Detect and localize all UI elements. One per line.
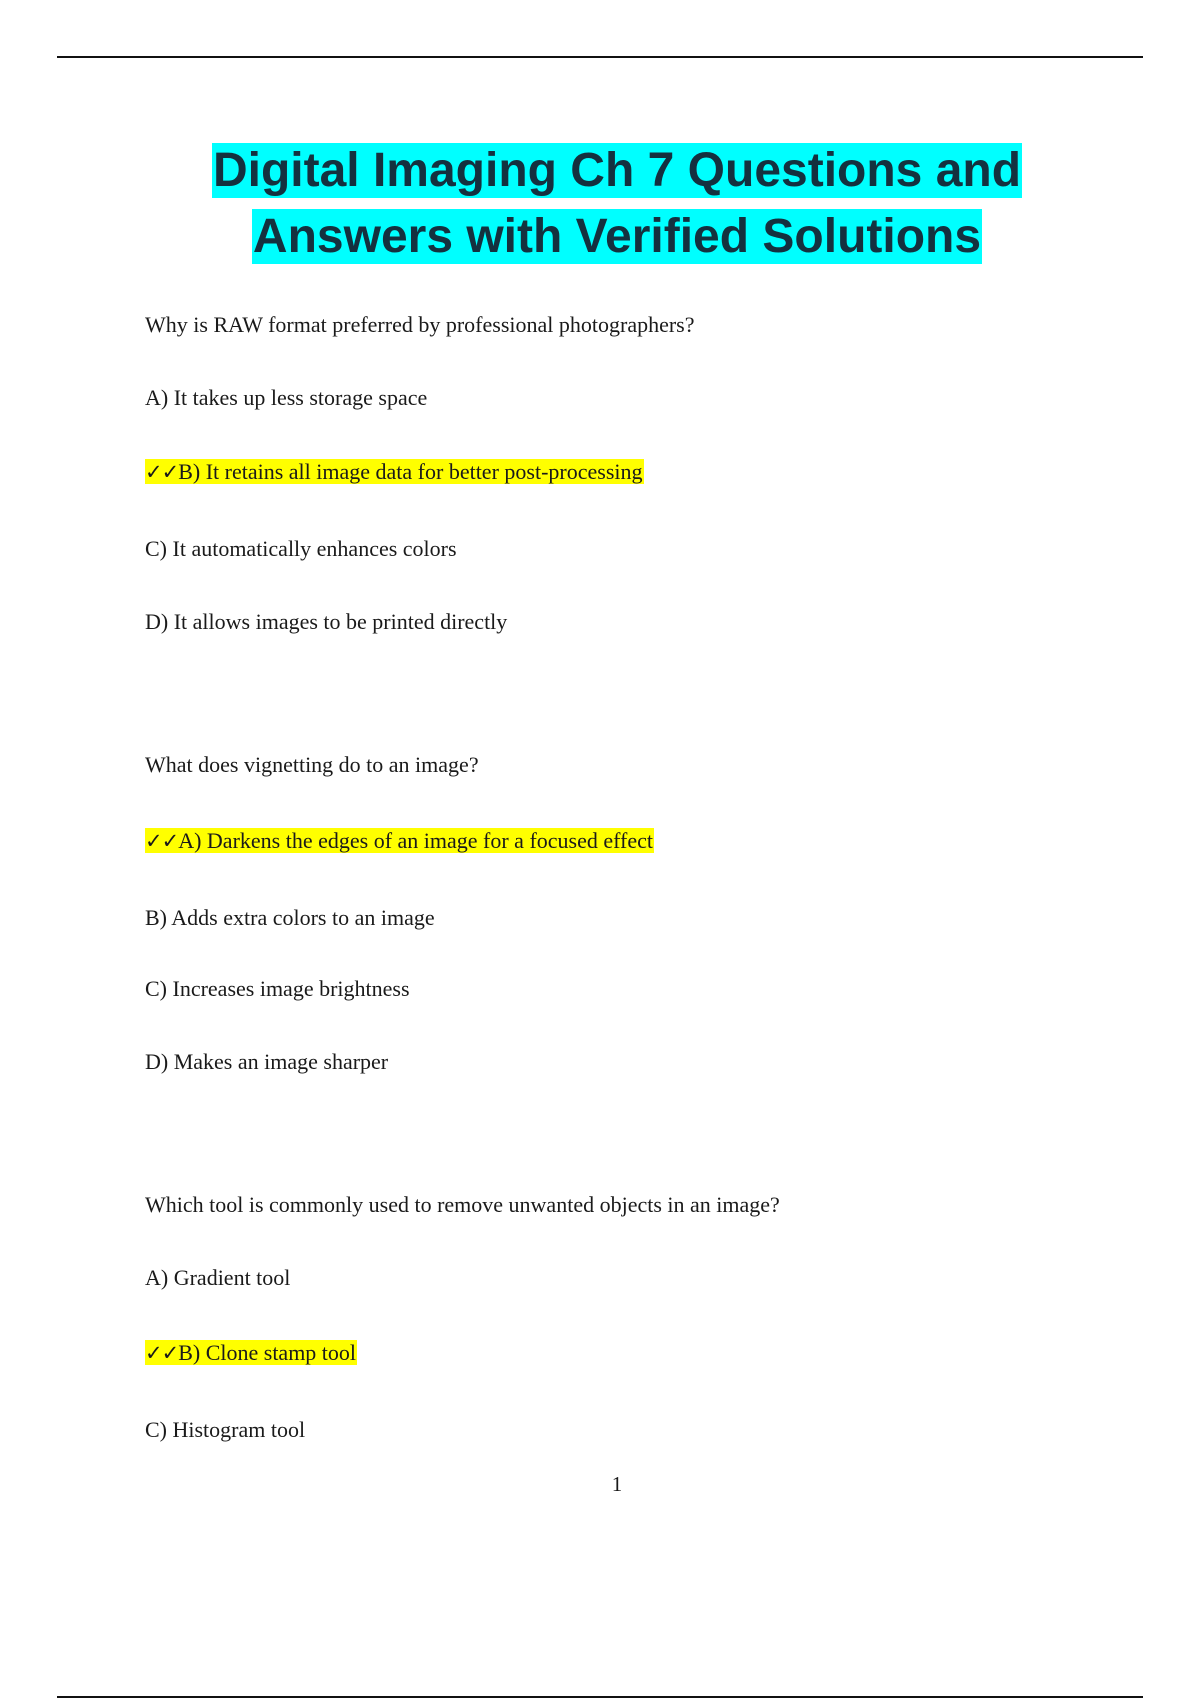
title-line-1: Digital Imaging Ch 7 Questions and (212, 144, 1022, 197)
checkmark-icon: ✓✓ (145, 460, 179, 484)
checkmark-icon: ✓✓ (145, 1341, 179, 1365)
question-1-option-b-correct (145, 458, 644, 486)
option-text: B) Clone stamp tool (178, 1340, 357, 1365)
question-3-option-a: A) Gradient tool (145, 1265, 291, 1290)
bottom-rule (57, 1696, 1143, 1698)
question-1-option-a: A) It takes up less storage space (145, 385, 428, 410)
question-3-text: Which tool is commonly used to remove unwanted objects in an image? (145, 1192, 780, 1217)
question-2-option-c: C) Increases image brightness (145, 976, 410, 1001)
title-line-2: Answers with Verified Solutions (252, 210, 982, 263)
question-2-option-a-correct (145, 827, 654, 855)
top-rule (57, 56, 1143, 58)
option-text: B) It retains all image data for better post-processing (178, 459, 643, 484)
question-1-text: Why is RAW format preferred by professional photographers? (145, 312, 695, 337)
correct-answer-highlight (145, 828, 654, 853)
document-title (0, 143, 1200, 275)
page-number: 1 (611, 1472, 623, 1496)
question-1-option-d: D) It allows images to be printed directly (145, 609, 508, 634)
correct-answer-highlight (145, 1340, 357, 1365)
question-2-option-d: D) Makes an image sharper (145, 1049, 389, 1074)
question-3-option-b-correct (145, 1339, 357, 1367)
correct-answer-highlight (145, 459, 644, 484)
option-text: A) Darkens the edges of an image for a focused effect (178, 828, 654, 853)
question-2-option-b: B) Adds extra colors to an image (145, 905, 435, 930)
checkmark-icon: ✓✓ (145, 829, 179, 853)
question-1-option-c: C) It automatically enhances colors (145, 536, 457, 561)
question-2-text: What does vignetting do to an image? (145, 752, 479, 777)
question-3-option-c: C) Histogram tool (145, 1417, 306, 1442)
